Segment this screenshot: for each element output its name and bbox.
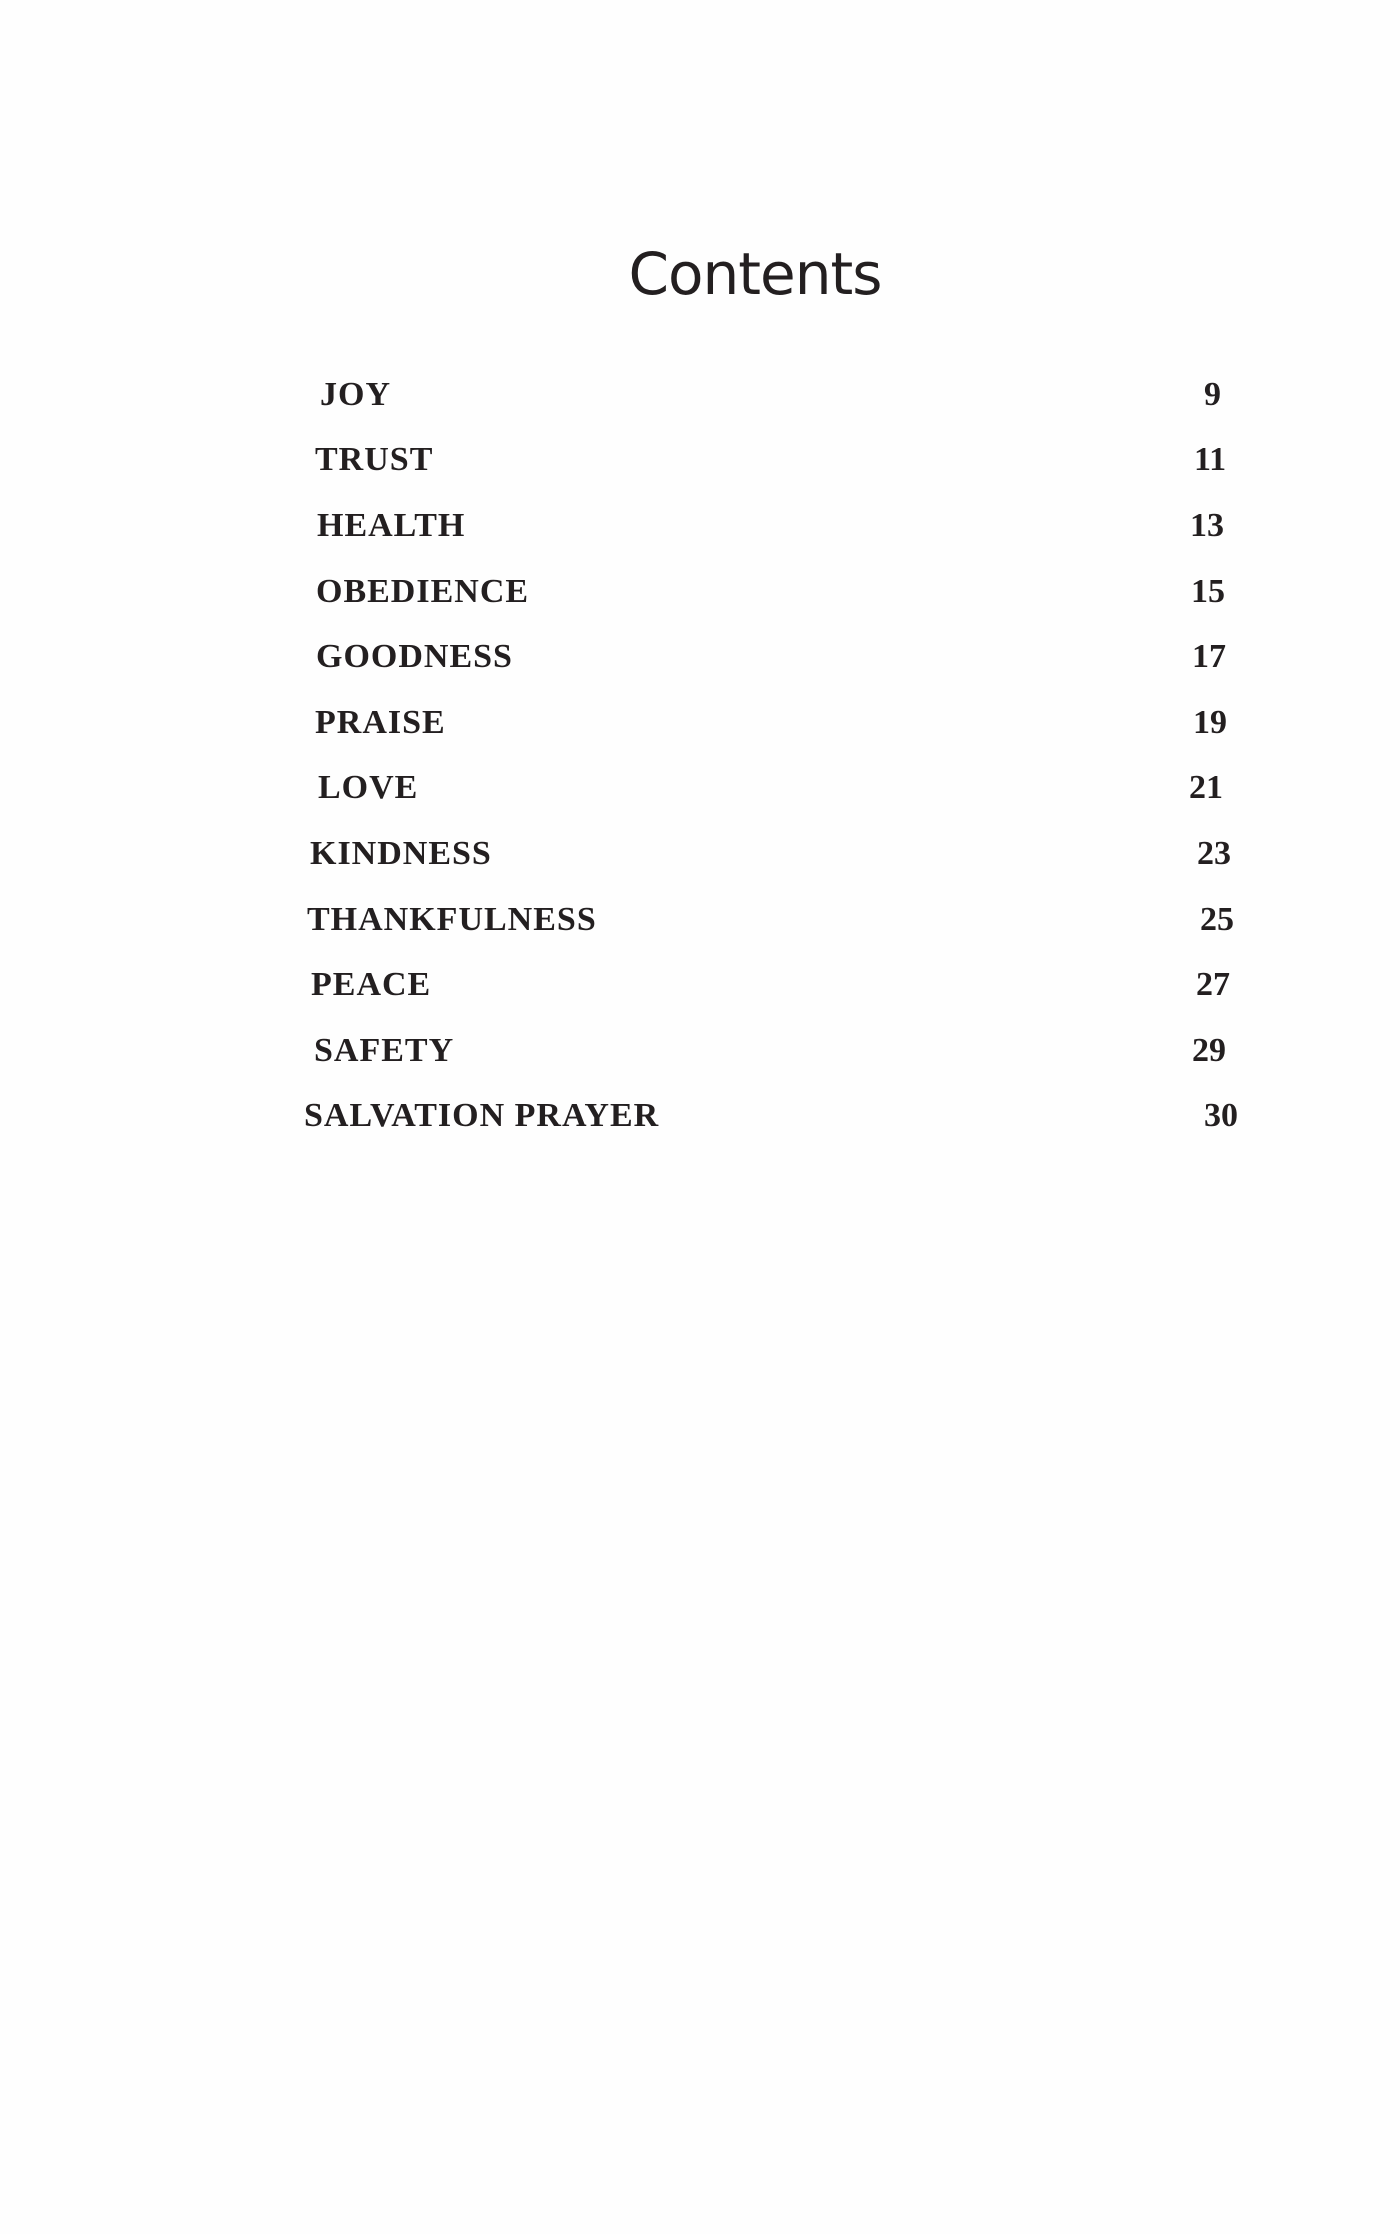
toc-entry-title: OBEDIENCE [316, 573, 530, 610]
toc-entry-thankfulness[interactable] [0, 895, 1400, 945]
toc-entry-safety[interactable] [0, 1026, 1400, 1076]
toc-entry-title: PRAISE [315, 704, 446, 741]
toc-entry-salvation-prayer[interactable] [0, 1091, 1400, 1141]
toc-entry-page-number: 25 [1200, 901, 1234, 938]
toc-entry-title: THANKFULNESS [307, 901, 597, 938]
toc-entry-love[interactable] [0, 763, 1400, 813]
toc-entry-kindness[interactable] [0, 829, 1400, 879]
toc-entry-page-number: 17 [1192, 638, 1226, 675]
toc-entry-page-number: 29 [1192, 1032, 1226, 1069]
toc-entry-page-number: 21 [1189, 769, 1223, 806]
toc-entry-peace[interactable] [0, 960, 1400, 1010]
toc-entry-page-number: 13 [1190, 507, 1224, 544]
toc-entry-page-number: 23 [1197, 835, 1231, 872]
toc-entry-goodness[interactable] [0, 632, 1400, 682]
toc-entry-title: PEACE [311, 966, 432, 1003]
toc-entry-obedience[interactable] [0, 567, 1400, 617]
toc-entry-title: SALVATION PRAYER [304, 1097, 660, 1134]
toc-entry-title: SAFETY [314, 1032, 455, 1069]
toc-entry-page-number: 9 [1204, 376, 1221, 413]
toc-entry-title: JOY [320, 376, 391, 413]
toc-entry-praise[interactable] [0, 698, 1400, 748]
toc-entry-page-number: 27 [1196, 966, 1230, 1003]
toc-entry-title: GOODNESS [316, 638, 513, 675]
toc-entry-page-number: 15 [1191, 573, 1225, 610]
toc-entry-page-number: 30 [1204, 1097, 1238, 1134]
toc-entry-page-number: 11 [1194, 441, 1227, 478]
toc-entry-trust[interactable] [0, 435, 1400, 485]
toc-entry-health[interactable] [0, 501, 1400, 551]
page-title: Contents [628, 240, 882, 308]
toc-entry-title: TRUST [315, 441, 434, 478]
toc-entry-joy[interactable] [0, 370, 1400, 420]
toc-entry-title: KINDNESS [310, 835, 492, 872]
toc-entry-title: LOVE [318, 769, 419, 806]
toc-entry-page-number: 19 [1193, 704, 1227, 741]
toc-entry-title: HEALTH [317, 507, 466, 544]
